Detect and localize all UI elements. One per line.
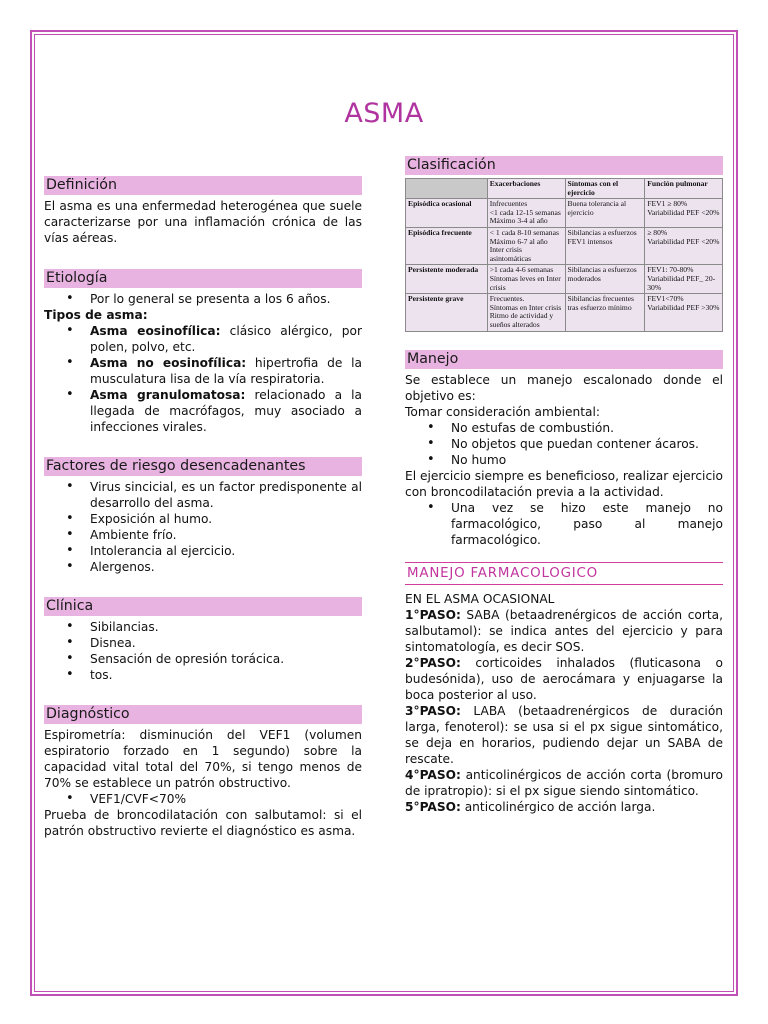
section-definicion (44, 176, 362, 246)
paso-3: 3°PASO: LABA (betaadrenérgicos de duración larga, fenoterol): se usa si el px sigue sintomático, se deja en horarios, pudiendo dejar un SABA de rescate. (405, 703, 723, 766)
diagnostico-text-1: Espirometría: disminución del VEF1 (volumen espiratorio forzado en 1 segundo) sobre la capacidad vital total del 70%, si tengo menos de 70% se establece un patrón obstructivo. (44, 728, 362, 790)
list-item: • Intolerancia al ejercicio. (90, 543, 362, 559)
manejo-list (405, 420, 723, 468)
section-heading: Definición (44, 176, 362, 195)
table-row (406, 294, 723, 331)
section-heading: Clínica (44, 597, 362, 616)
table-cell: Infrecuentes <1 cada 12-15 semanas Máximo 3-4 al año (487, 199, 565, 228)
etiologia-list (44, 291, 362, 307)
list-item: • Asma granulomatosa: relacionado a la llegada de macrófagos, muy asociado a infecciones virales. (90, 387, 362, 435)
section-heading: Clasificación (405, 156, 723, 175)
manejo-text-2: Tomar consideración ambiental: (405, 404, 600, 419)
page-title: ASMA (344, 98, 424, 129)
table-cell: >1 cada 4-6 semanas Síntomas leves en Inter crisis (487, 265, 565, 294)
table-header-cell: Exacerbaciones (487, 179, 565, 199)
table-cell: Episódica frecuente (406, 227, 488, 264)
table-header-cell: Síntomas con el ejercicio (565, 179, 645, 199)
right-column (405, 156, 723, 815)
list-item: • Ambiente frío. (90, 527, 362, 543)
paso-4: 4°PASO: anticolinérgicos de acción corta (bromuro de ipratropio): si el px sigue siendo sintomático. (405, 767, 723, 798)
list-item: • VEF1/CVF<70% (90, 791, 362, 807)
section-clinica (44, 597, 362, 683)
table-header-row (406, 179, 723, 199)
list-item: • Una vez se hizo este manejo no farmacológico, paso al manejo farmacológico. (451, 500, 723, 548)
table-row (406, 199, 723, 228)
table-cell: < 1 cada 8-10 semanas Máximo 6-7 al año Inter crisis asintomáticas (487, 227, 565, 264)
tipos-label: Tipos de asma: (44, 308, 148, 322)
list-item: • No estufas de combustión. (451, 420, 723, 436)
table-cell: Buena tolerancia al ejercicio (565, 199, 645, 228)
list-item: • Asma eosinofílica: clásico alérgico, por polen, polvo, etc. (90, 323, 362, 355)
table-cell: FEV1<70% Variabilidad PEF >30% (645, 294, 723, 331)
section-heading: Etiología (44, 269, 362, 288)
section-factores (44, 457, 362, 575)
table-cell: Sibilancias a esfuerzos moderados (565, 265, 645, 294)
list-item: • Virus sincicial, es un factor predisponente al desarrollo del asma. (90, 479, 362, 511)
factores-list (44, 479, 362, 575)
table-cell: Frecuentes. Síntomas en Inter crisis Ritmo de actividad y sueños alterados (487, 294, 565, 331)
section-heading: Factores de riesgo desencadenantes (44, 457, 362, 476)
paso-5: 5°PASO: anticolinérgico de acción larga. (405, 799, 656, 814)
mf-intro: EN EL ASMA OCASIONAL (405, 591, 555, 606)
table-row (406, 227, 723, 264)
manejo-list-2 (405, 500, 723, 548)
manejo-text-3: El ejercicio siempre es beneficioso, realizar ejercicio con broncodilatación previa a la actividad. (405, 468, 723, 499)
list-item: • No humo (451, 452, 723, 468)
list-item: • Sibilancias. (90, 619, 362, 635)
section-heading: Diagnóstico (44, 705, 362, 724)
section-heading: MANEJO FARMACOLOGICO (405, 562, 723, 585)
table-cell: FEV1 ≥ 80% Variabilidad PEF <20% (645, 199, 723, 228)
definicion-text: El asma es una enfermedad heterogénea que suele caracterizarse por una inflamación crónica de las vías aéreas. (44, 199, 362, 245)
table-cell: FEV1: 70-80% Variabilidad PEF_ 20-30% (645, 265, 723, 294)
clasificacion-table (405, 178, 723, 332)
table-row (406, 265, 723, 294)
list-item: • tos. (90, 667, 362, 683)
table-cell: Episódica ocasional (406, 199, 488, 228)
diagnostico-list (44, 791, 362, 807)
table-cell: Persistente grave (406, 294, 488, 331)
list-item: • Por lo general se presenta a los 6 años. (90, 291, 362, 307)
list-item: • Asma no eosinofílica: hipertrofia de la musculatura lisa de la vía respiratoria. (90, 355, 362, 387)
list-item: • Sensación de opresión torácica. (90, 651, 362, 667)
table-header-cell (406, 179, 488, 199)
table-header-cell: Función pulmonar (645, 179, 723, 199)
table-cell: ≥ 80% Variabilidad PEF <20% (645, 227, 723, 264)
paso-1: 1°PASO: SABA (betaadrenérgicos de acción corta, salbutamol): se indica antes del ejercicio y para sintomatología, es decir SOS. (405, 607, 723, 654)
clinica-list (44, 619, 362, 683)
section-etiologia (44, 269, 362, 435)
list-item: • Alergenos. (90, 559, 362, 575)
list-item: • Exposición al humo. (90, 511, 362, 527)
paso-2: 2°PASO: corticoides inhalados (fluticasona o budesónida), uso de aerocámara y enjuagarse la boca posterior al uso. (405, 655, 723, 702)
list-item: • No objetos que puedan contener ácaros. (451, 436, 723, 452)
tipos-list (44, 323, 362, 435)
section-manejo-farmacologico (405, 562, 723, 815)
manejo-text-1: Se establece un manejo escalonado donde el objetivo es: (405, 372, 723, 403)
table-cell: Persistente moderada (406, 265, 488, 294)
section-clasificacion (405, 156, 723, 332)
section-diagnostico (44, 705, 362, 839)
diagnostico-text-2: Prueba de broncodilatación con salbutamol: si el patrón obstructivo revierte el diagnóstico es asma. (44, 808, 362, 838)
section-heading: Manejo (405, 350, 723, 369)
list-item: • Disnea. (90, 635, 362, 651)
table-cell: Sibilancias a esfuerzos FEV1 intensos (565, 227, 645, 264)
section-manejo (405, 350, 723, 548)
table-cell: Sibilancias frecuentes tras esfuerzo mínimo (565, 294, 645, 331)
left-column (44, 176, 362, 839)
